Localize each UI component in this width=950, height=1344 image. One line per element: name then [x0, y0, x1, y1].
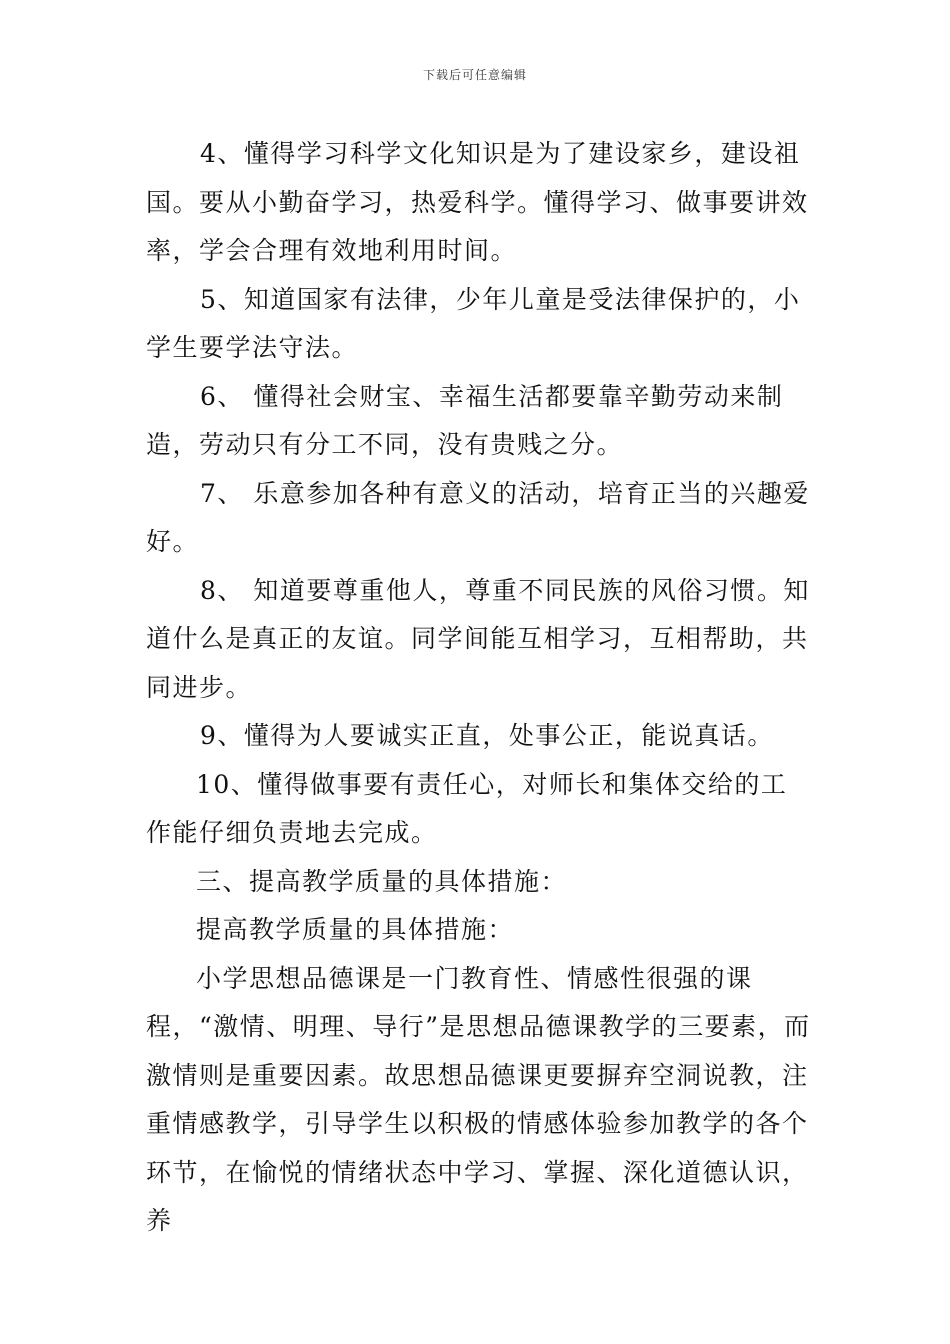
section-heading: 三、提高教学质量的具体措施：: [196, 866, 568, 896]
body-text: [146, 130, 811, 1246]
paragraph-item-7: 7、 乐意参加各种有意义的活动，培育正当的兴趣爱好。: [146, 478, 810, 556]
paragraph-item-5: 5、知道国家有法律，少年儿童是受法律保护的，小学生要学法守法。: [146, 284, 801, 362]
paragraph-item-9: 9、懂得为人要诚实正直，处事公正，能说真话。: [200, 721, 774, 750]
paragraph-item-10: 10、懂得做事要有责任心，对师长和集体交给的工作能仔细负责地去完成。: [146, 769, 788, 847]
paragraph-body: 小学思想品德课是一门教育性、情感性很强的课程，“激情、明理、导行”是思想品德课教学的三要素，而激情则是重要因素。故思想品德课更要摒弃空洞说教，注重情感教学，引导学生以积极的情感体验参加教学的各个环节，在愉悦的情绪状态中学习、掌握、深化道德认识，养: [146, 963, 811, 1235]
paragraph-item-8: 8、 知道要尊重他人，尊重不同民族的风俗习惯。知道什么是真正的友谊。同学间能互相学习，互相帮助，共同进步。: [146, 575, 810, 702]
header-note: 下载后可任意编辑: [422, 68, 527, 82]
paragraph-item-4: 4、懂得学习科学文化知识是为了建设家乡，建设祖国。要从小勤奋学习，热爱科学。懂得学习、做事要讲效率，学会合理有效地利用时间。: [146, 139, 809, 265]
subheading: 提高教学质量的具体措施：: [196, 915, 515, 944]
paragraph-item-6: 6、 懂得社会财宝、幸福生活都要靠辛勤劳动来制造，劳动只有分工不同，没有贵贱之分。: [146, 381, 784, 459]
